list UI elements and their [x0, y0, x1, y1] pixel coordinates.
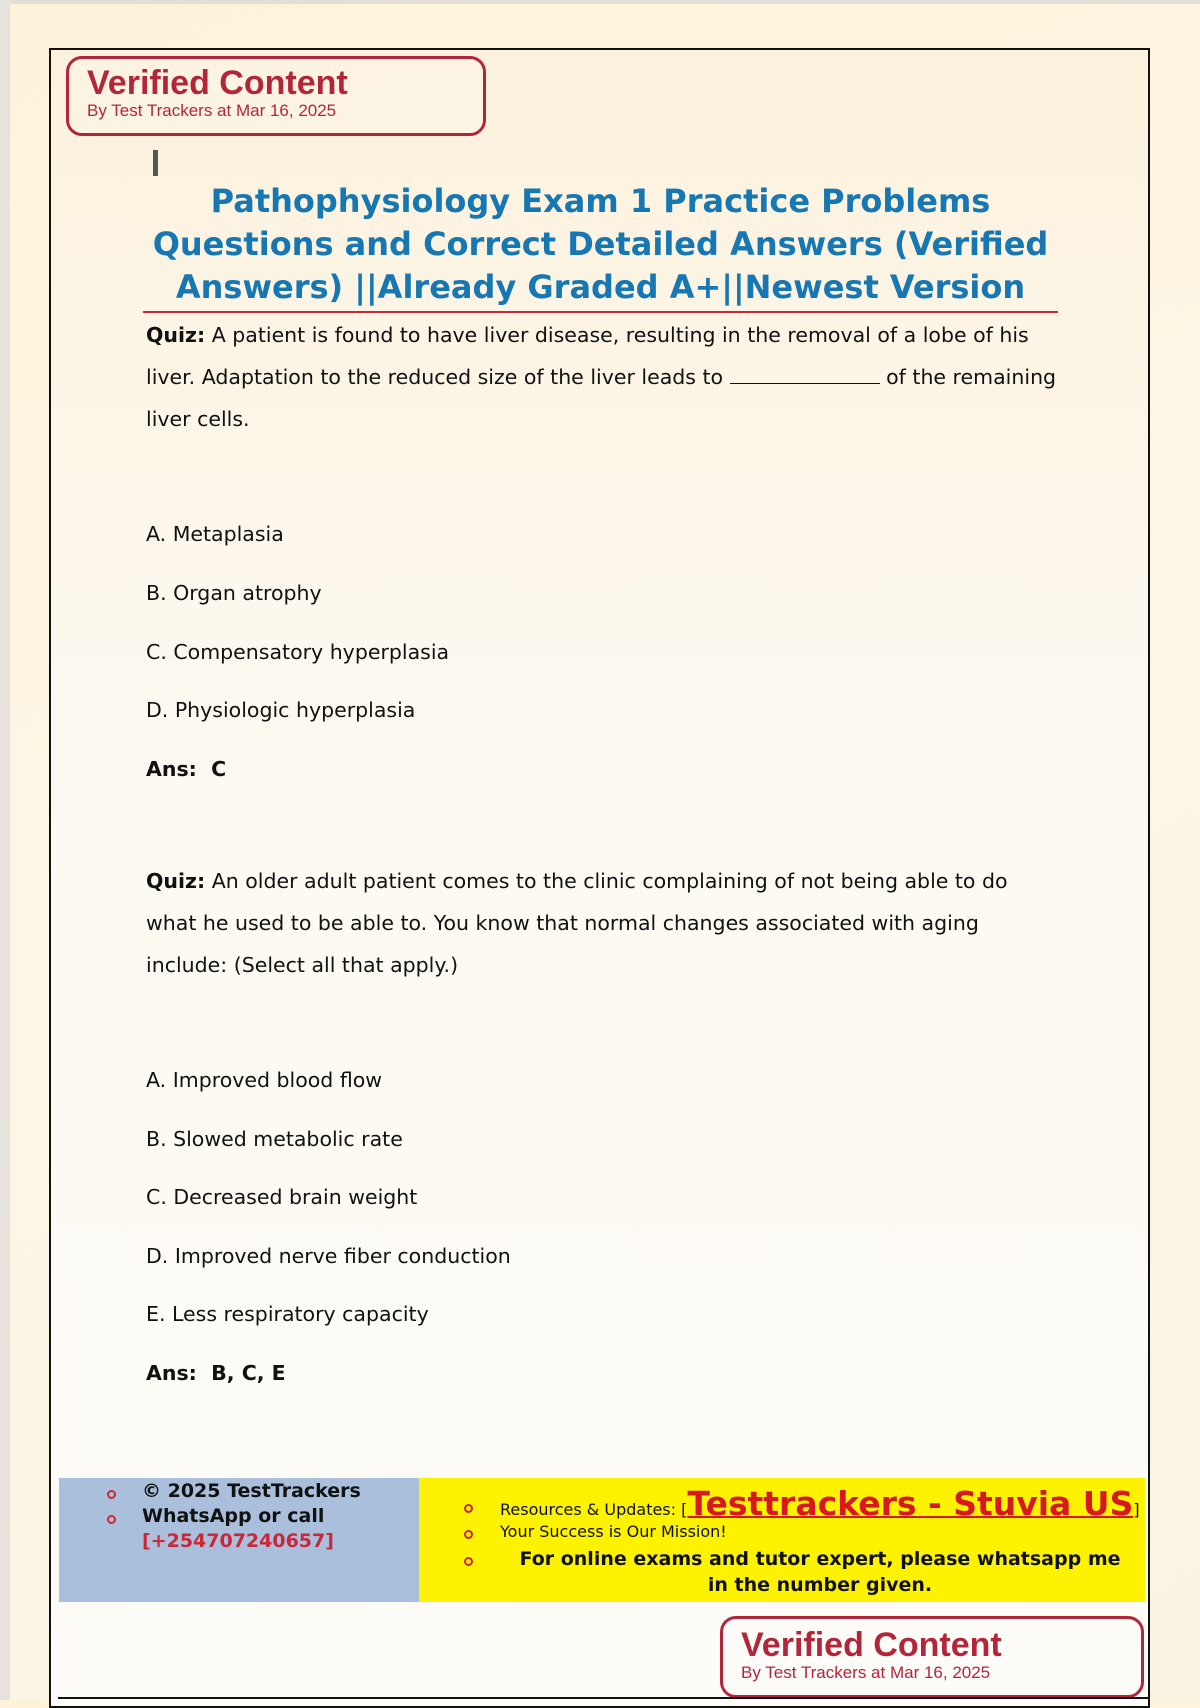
question-2-body: An older adult patient comes to the clinic complaining of not being able to do what he used to be able to. You know that normal changes associated with aging include: (Select all that apply.)	[146, 869, 1008, 977]
viewer-gutter	[0, 0, 10, 1700]
answer-label: Ans:	[146, 757, 197, 781]
q2-option-d: D. Improved nerve fiber conduction	[146, 1244, 511, 1268]
footer-mission: Your Success is Our Mission!	[500, 1522, 727, 1541]
bullet-icon	[464, 1557, 473, 1566]
verified-stamp-top	[66, 56, 486, 136]
q1-option-c: C. Compensatory hyperplasia	[146, 640, 450, 664]
title-line-1: Pathophysiology Exam 1 Practice Problems	[210, 182, 991, 220]
q2-option-c: C. Decreased brain weight	[146, 1185, 418, 1209]
q1-answer	[146, 755, 226, 783]
resources-close: ]	[1133, 1500, 1140, 1519]
footer-contact-box	[59, 1478, 419, 1602]
q2-answer	[146, 1359, 286, 1387]
stamp-title: Verified Content	[741, 1626, 1002, 1664]
q2-option-e: E. Less respiratory capacity	[146, 1302, 429, 1326]
answer-value: C	[211, 757, 227, 781]
text-cursor	[153, 150, 158, 176]
bullet-icon	[107, 1515, 116, 1524]
title-line-3: Answers) ||Already Graded A+||Newest Version	[175, 268, 1026, 306]
footer-tutor-note	[500, 1546, 1140, 1598]
bullet-icon	[107, 1490, 116, 1499]
document-title	[143, 180, 1058, 313]
footer-resources-box	[419, 1478, 1145, 1602]
tutor-line-1: For online exams and tutor expert, please whatsapp me	[519, 1548, 1121, 1570]
answer-label: Ans:	[146, 1361, 197, 1385]
page-bottom-rule	[58, 1697, 1148, 1699]
footer-phone: [+254707240657]	[142, 1530, 334, 1552]
question-1-before-blank: A patient is found to have liver disease, resulting in the removal of a lobe of his liver. Adaptation to the reduced size of the liver leads to	[146, 323, 1029, 389]
question-2-text	[146, 860, 1061, 986]
quiz-label: Quiz:	[146, 323, 206, 347]
q1-option-b: B. Organ atrophy	[146, 581, 322, 605]
stamp-subtitle: By Test Trackers at Mar 16, 2025	[741, 1663, 991, 1682]
title-line-2: Questions and Correct Detailed Answers (Verified	[152, 225, 1049, 263]
q2-option-a: A. Improved blood flow	[146, 1068, 383, 1092]
viewer-top-strip	[10, 0, 1200, 4]
footer-copyright: © 2025 TestTrackers	[142, 1480, 361, 1502]
question-1-after-blank: of the remaining liver cells.	[146, 365, 1057, 431]
verified-stamp-bottom	[720, 1616, 1144, 1698]
q2-option-b: B. Slowed metabolic rate	[146, 1127, 403, 1151]
stamp-title: Verified Content	[87, 64, 348, 102]
footer-contact-label: WhatsApp or call	[142, 1505, 325, 1527]
answer-value: B, C, E	[211, 1361, 286, 1385]
bullet-icon	[464, 1504, 473, 1513]
resources-line	[500, 1484, 1140, 1523]
q1-option-d: D. Physiologic hyperplasia	[146, 698, 416, 722]
quiz-label: Quiz:	[146, 869, 206, 893]
answer-blank	[730, 365, 880, 384]
q1-option-a: A. Metaplasia	[146, 522, 284, 546]
stuvia-link[interactable]: Testtrackers - Stuvia US	[687, 1484, 1134, 1523]
question-1-text	[146, 314, 1061, 440]
bullet-icon	[464, 1530, 473, 1539]
stamp-subtitle: By Test Trackers at Mar 16, 2025	[87, 101, 337, 120]
resources-label: Resources & Updates: [	[500, 1500, 688, 1519]
tutor-line-2: in the number given.	[707, 1574, 933, 1596]
